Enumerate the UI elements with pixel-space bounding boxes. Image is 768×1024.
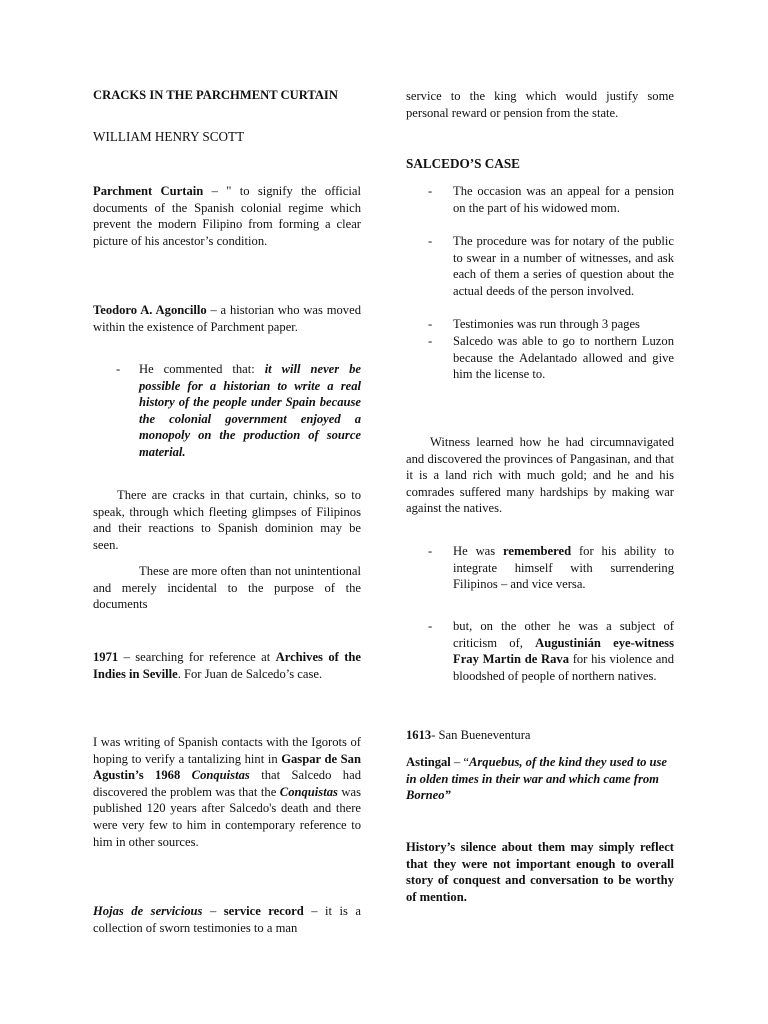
agoncillo-bullet-text [139, 361, 361, 461]
remembered-bullet-text [453, 543, 674, 593]
criticism-bullet-text [453, 618, 674, 684]
archives-name: Archives of the Indies in Seville [93, 650, 361, 681]
salcedo-bullet-text: Testimonies was run through 3 pages [453, 317, 640, 331]
hojas-dash: – [202, 904, 224, 918]
astingal-dash: – “ [450, 755, 469, 769]
astingal-name: Astingal [406, 755, 451, 769]
hojas-definition [93, 903, 361, 936]
year-1613: 1613 [406, 728, 432, 742]
remembered-post: for his ability to integrate himself with surrendering Filipinos – and vice versa. [453, 544, 674, 592]
remembered-bold: remembered [503, 544, 572, 558]
witness-paragraph: Witness learned how he had circumnavigated and discovered the provinces of Pangasinan, and that it is a land rich with much gold; and he and his comrades suffered many hardships by making war against the natives. [406, 435, 674, 516]
agoncillo-definition [93, 302, 361, 335]
agoncillo-bullet [93, 361, 361, 461]
writing-text-2: that Salcedo had discovered the problem was that the [93, 768, 361, 799]
agoncillo-quote: it will never be possible for a historian to write a real history of the people under Spain because the colonial government enjoyed a monopoly on the production of source material. [139, 362, 362, 459]
silence-paragraph: History’s silence about them may simply reflect that they were not important enough to overall story of conquest and conversation to be worthy of mention. [406, 840, 674, 904]
salcedo-bullet-text: The procedure was for notary of the public to swear in a number of witnesses, and ask each of them a series of question about the actual deeds of the person involved. [453, 234, 674, 298]
parchment-curtain-definition [93, 183, 361, 249]
hojas-bold: service record [223, 904, 304, 918]
cracks-paragraph: There are cracks in that curtain, chinks, so to speak, through which fleeting glimpses of Filipinos and their reactions to Spanish dominion may be seen. [93, 488, 361, 552]
astingal-definition [406, 754, 674, 804]
salcedo-heading: SALCEDO’S CASE [406, 156, 520, 171]
bullet-dash: - [428, 234, 433, 248]
bullet-dash: - [428, 184, 433, 198]
hojas-def-text: – it is a collection of sworn testimonies to a man [93, 904, 362, 935]
bullet-dash: - [428, 619, 433, 633]
unintentional-paragraph: These are more often than not unintentional and merely incidental to the purpose of the documents [93, 564, 361, 612]
criticism-pre: but, on the other he was a subject of criticism of, [453, 619, 674, 650]
agoncillo-bullet-intro: He commented that: [139, 362, 265, 376]
writing-conquistas: Conquistas [191, 768, 250, 783]
writing-paragraph [93, 734, 361, 850]
year-1971: 1971 [93, 650, 119, 664]
parchment-def-text: – " to signify the official documents of the Spanish colonial regime which prevent the modern Filipino from forming a clear picture of his ancestor’s condition. [93, 184, 361, 248]
bullet-dash: - [428, 334, 433, 348]
service-continuation: service to the king which would justify some personal reward or pension from the state. [406, 89, 674, 120]
document-author: WILLIAM HENRY SCOTT [93, 129, 245, 144]
astingal-quote: Arquebus, of the kind they used to use in olden times in their war and which came from Borneo” [406, 755, 668, 803]
bullet-dash: - [428, 544, 433, 558]
salcedo-bullet-text: The occasion was an appeal for a pension on the part of his widowed mom. [453, 184, 674, 215]
archives-1971-paragraph [93, 649, 361, 682]
writing-text-1: I was writing of Spanish contacts with the Igorots of hoping to verify a tantalizing hint in [93, 735, 361, 766]
writing-conquistas-2: Conquistas [279, 784, 338, 799]
archives-post-text: . For Juan de Salcedo’s case. [177, 666, 323, 681]
criticism-bold: Augustinián eye-witness Fray Martin de Rava [453, 635, 674, 667]
archives-pre-text: – searching for reference at [118, 650, 276, 664]
document-title: CRACKS IN THE PARCHMENT CURTAIN [93, 88, 338, 102]
criticism-post: for his violence and bloodshed of people of northern natives. [453, 652, 674, 683]
bullet-dash: - [428, 317, 433, 331]
year-1613-line [406, 727, 674, 744]
year-1613-rest: - San Bueneventura [431, 728, 531, 742]
bullet-dash: - [116, 362, 121, 376]
hojas-term: Hojas de servicious [93, 904, 203, 918]
salcedo-bullet-text: Salcedo was able to go to northern Luzon because the Adelantado allowed and give him the license to. [453, 334, 674, 382]
parchment-term: Parchment Curtain [93, 184, 204, 198]
agoncillo-def-text: – a historian who was moved within the existence of Parchment paper. [93, 303, 361, 334]
agoncillo-name: Teodoro A. Agoncillo [93, 303, 207, 317]
remembered-pre: He was [453, 544, 504, 558]
writing-gaspar: Gaspar de San Agustin’s 1968 [93, 751, 361, 783]
writing-text-3: was published 120 years after Salcedo's death and there were very few to him in contemporary reference to him in other sources. [93, 784, 361, 849]
